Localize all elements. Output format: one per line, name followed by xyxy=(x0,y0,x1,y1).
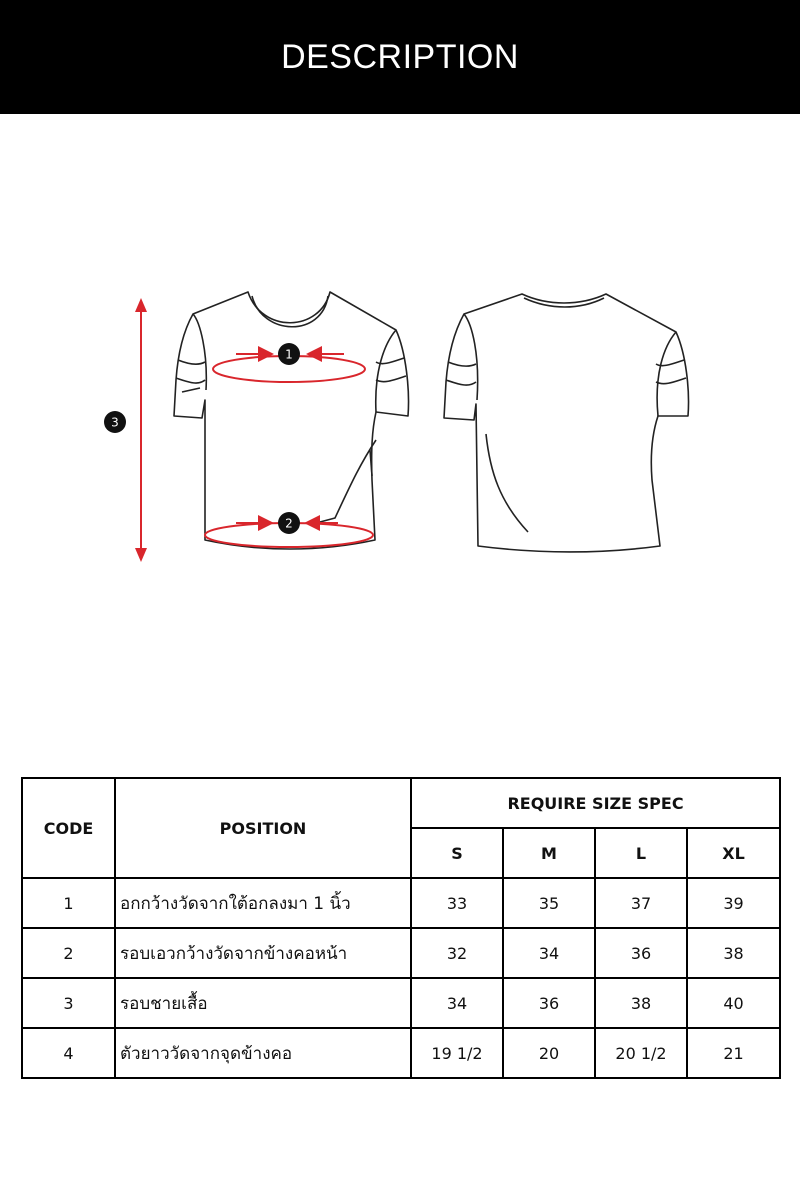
row-value-xl: 40 xyxy=(687,978,780,1028)
row-value-m: 35 xyxy=(503,878,595,928)
row-value-xl: 21 xyxy=(687,1028,780,1078)
row-code: 3 xyxy=(22,978,115,1028)
front-tshirt-drawing xyxy=(174,292,409,549)
marker-2 xyxy=(278,512,300,534)
row-value-xl: 38 xyxy=(687,928,780,978)
row-value-m: 20 xyxy=(503,1028,595,1078)
row-position: รอบเอวกว้างวัดจากข้างคอหน้า xyxy=(115,928,411,978)
size-header-l: L xyxy=(595,828,687,878)
table-row xyxy=(22,978,780,1028)
table-row xyxy=(22,878,780,928)
row-value-m: 34 xyxy=(503,928,595,978)
spec-header: REQUIRE SIZE SPEC xyxy=(411,778,780,828)
size-header-m: M xyxy=(503,828,595,878)
table-row xyxy=(22,928,780,978)
row-value-m: 36 xyxy=(503,978,595,1028)
row-position: ตัวยาววัดจากจุดข้างคอ xyxy=(115,1028,411,1078)
row-value-s: 19 1/2 xyxy=(411,1028,503,1078)
size-header-xl: XL xyxy=(687,828,780,878)
garment-diagram xyxy=(0,240,800,600)
row-value-s: 33 xyxy=(411,878,503,928)
code-header: CODE xyxy=(22,778,115,878)
svg-text:1: 1 xyxy=(285,347,293,362)
row-code: 1 xyxy=(22,878,115,928)
position-header: POSITION xyxy=(115,778,411,878)
tshirt-illustration xyxy=(0,240,800,600)
size-spec-table xyxy=(21,777,781,1079)
row-value-l: 37 xyxy=(595,878,687,928)
size-header-s: S xyxy=(411,828,503,878)
row-code: 2 xyxy=(22,928,115,978)
row-position: อกกว้างวัดจากใต้อกลงมา 1 นิ้ว xyxy=(115,878,411,928)
row-value-l: 38 xyxy=(595,978,687,1028)
header-bar xyxy=(0,0,800,114)
row-value-l: 20 1/2 xyxy=(595,1028,687,1078)
back-tshirt-drawing xyxy=(444,294,689,552)
marker-3 xyxy=(104,411,126,433)
row-value-xl: 39 xyxy=(687,878,780,928)
table-row xyxy=(22,1028,780,1078)
row-position: รอบชายเสื้อ xyxy=(115,978,411,1028)
page-title: DESCRIPTION xyxy=(281,37,519,76)
arrow-down-icon xyxy=(135,548,147,562)
svg-text:2: 2 xyxy=(285,516,293,531)
marker-1 xyxy=(278,343,300,365)
svg-text:3: 3 xyxy=(111,415,119,430)
arrow-up-icon xyxy=(135,298,147,312)
row-value-s: 32 xyxy=(411,928,503,978)
row-code: 4 xyxy=(22,1028,115,1078)
row-value-s: 34 xyxy=(411,978,503,1028)
row-value-l: 36 xyxy=(595,928,687,978)
